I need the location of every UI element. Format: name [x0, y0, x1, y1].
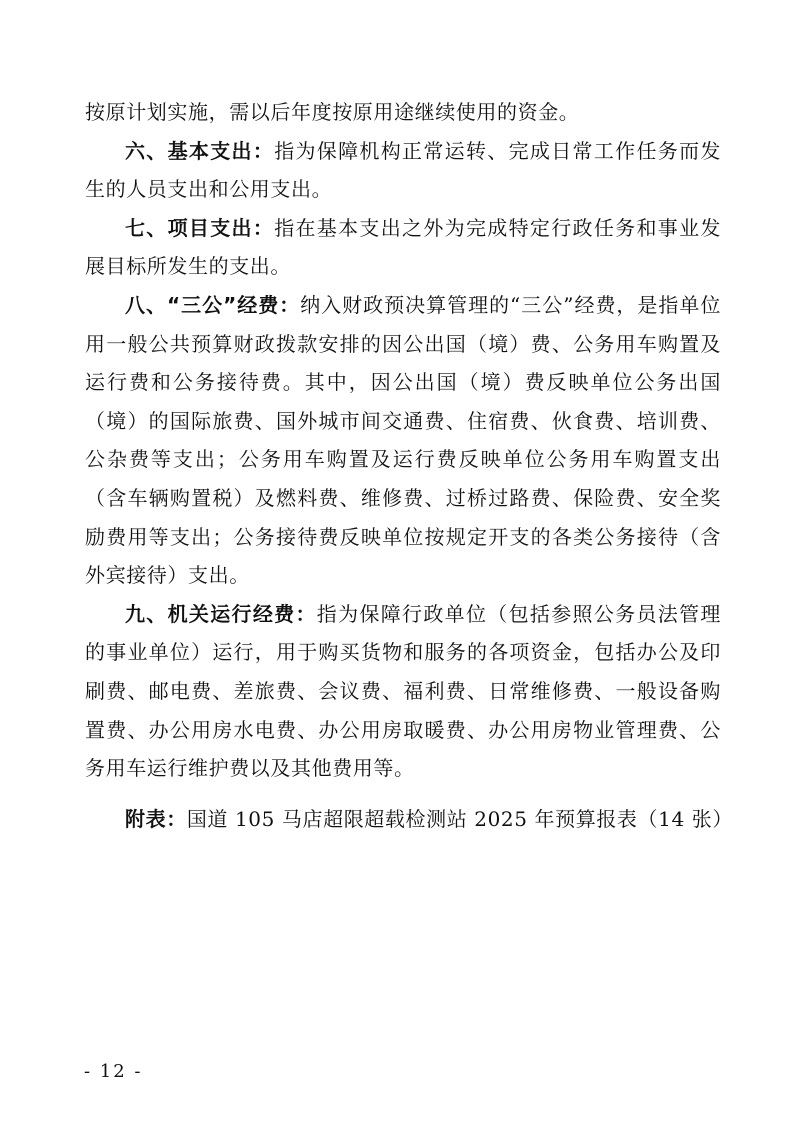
- attachment-label: 附表：: [125, 807, 187, 831]
- section-text: 纳入财政预决算管理的“三公”经费，是指单位用一般公共预算财政拨款安排的因公出国（境）费、公务用车购置及运行费和公务接待费。其中，因公出国（境）费反映单位公务出国（境）的国际旅费、国外城市间交通费、住宿费、伙食费、培训费、公杂费等支出；公务用车购置及运行费反映单位公务用车购置支出（含车辆购置税）及燃料费、维修费、过桥过路费、保险费、安全奖励费用等支出；公务接待费反映单位按规定开支的各类公务接待（含外宾接待）支出。: [85, 292, 721, 588]
- section-term: 八、“三公”经费：: [125, 292, 301, 317]
- section-term: 七、项目支出：: [125, 215, 275, 240]
- page-number: - 12 -: [84, 1061, 143, 1082]
- document-body: [85, 93, 721, 788]
- section-text: 指在基本支出之外为完成特定行政任务和事业发展目标所发生的支出。: [85, 215, 721, 279]
- attachment-text: 国道 105 马店超限超载检测站 2025 年预算报表（14 张）: [186, 807, 733, 831]
- section-term: 六、基本支出：: [125, 138, 275, 163]
- section-text: 指为保障行政单位（包括参照公务员法管理的事业单位）运行，用于购买货物和服务的各项资金，包括办公及印刷费、邮电费、差旅费、会议费、福利费、日常维修费、一般设备购置费、办公用房水电费、办公用房取暖费、办公用房物业管理费、公务用车运行维护费以及其他费用等。: [85, 601, 721, 781]
- section-agency-operating-expenses: [85, 595, 721, 788]
- section-basic-expenditure: [85, 132, 721, 209]
- attachment-line: [125, 800, 745, 838]
- continuation-paragraph: 按原计划实施，需以后年度按原用途继续使用的资金。: [85, 100, 580, 124]
- section-term: 九、机关运行经费：: [125, 601, 317, 626]
- section-project-expenditure: [85, 209, 721, 286]
- section-three-public-expenses: [85, 286, 721, 595]
- section-text: 指为保障机构正常运转、完成日常工作任务而发生的人员支出和公用支出。: [85, 138, 721, 202]
